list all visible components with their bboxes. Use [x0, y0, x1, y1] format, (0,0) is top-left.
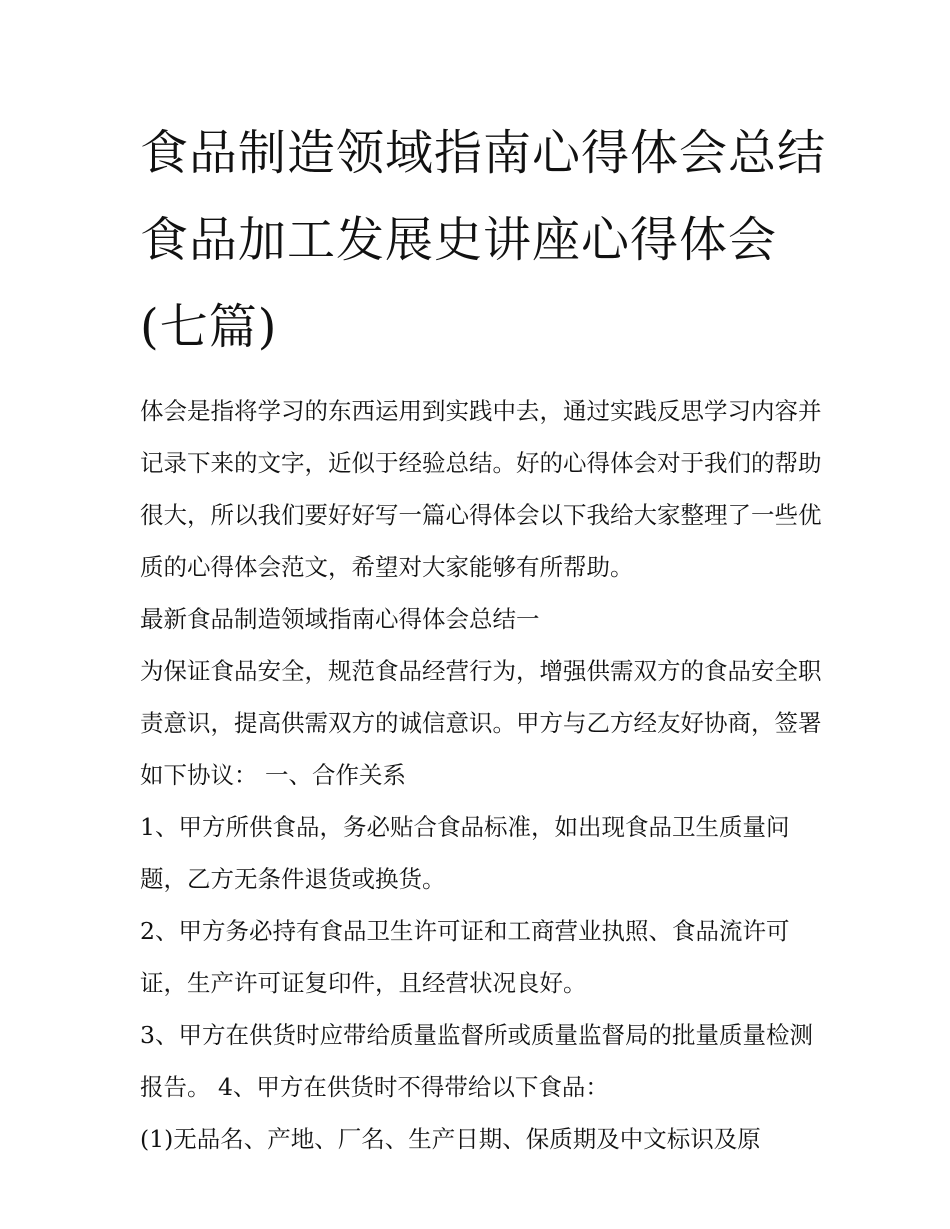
body-paragraph: 3、甲方在供货时应带给质量监督所或质量监督局的批量质量检测报告。 4、甲方在供货时不得带给以下食品：: [140, 1021, 813, 1101]
body-paragraph: (1)无品名、产地、厂名、生产日期、保质期及中文标识及原: [140, 1125, 761, 1153]
section-heading: 最新食品制造领域指南心得体会总结一: [140, 605, 540, 633]
document-page: [140, 110, 830, 1165]
body-paragraph: 2、甲方务必持有食品卫生许可证和工商营业执照、食品流许可证，生产许可证复印件，且经营状况良好。: [140, 917, 790, 997]
body-paragraph: 为保证食品安全，规范食品经营行为，增强供需双方的食品安全职责意识，提高供需双方的诚信意识。甲方与乙方经友好协商，签署如下协议： 一、合作关系: [140, 657, 822, 789]
body-paragraph: 1、甲方所供食品，务必贴合食品标准，如出现食品卫生质量问题，乙方无条件退货或换货。: [140, 813, 790, 893]
intro-paragraph: 体会是指将学习的东西运用到实践中去，通过实践反思学习内容并记录下来的文字，近似于经验总结。好的心得体会对于我们的帮助很大，所以我们要好好写一篇心得体会以下我给大家整理了一些优质的心得体会范文，希望对大家能够有所帮助。: [140, 397, 822, 581]
document-title: 食品制造领域指南心得体会总结 食品加工发展史讲座心得体会(七篇): [140, 125, 827, 355]
